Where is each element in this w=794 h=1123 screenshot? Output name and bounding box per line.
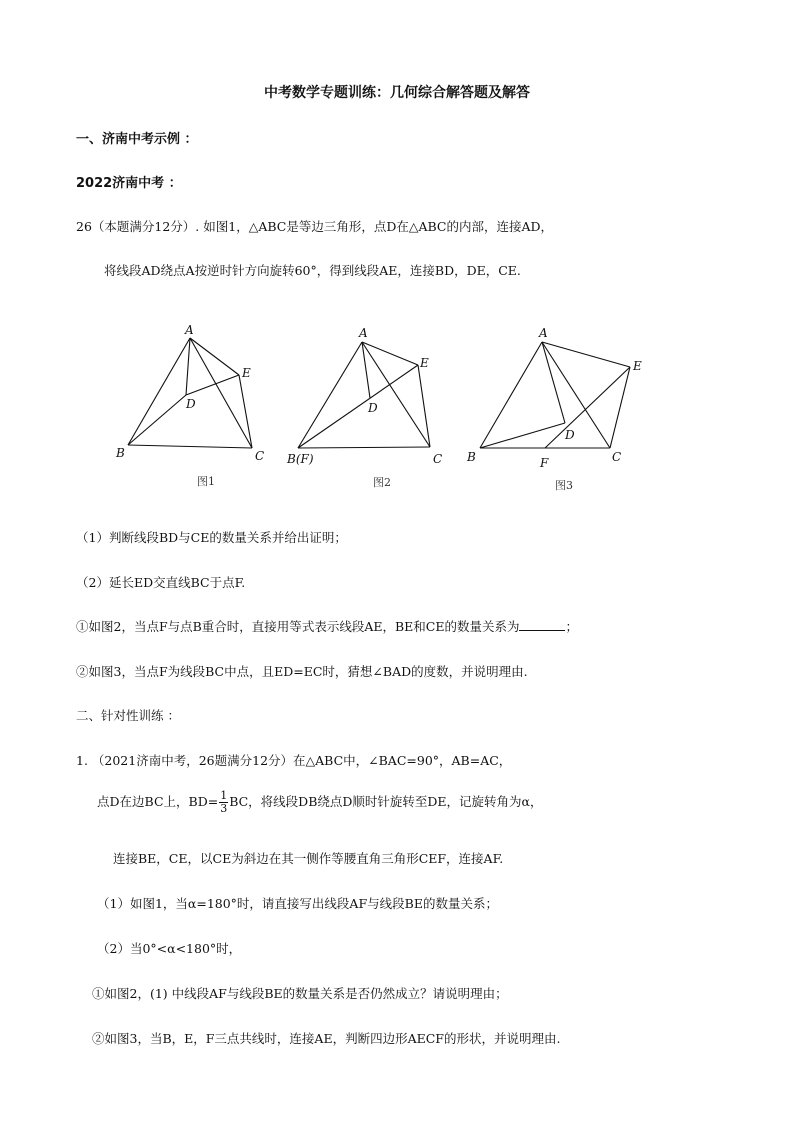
- fig1-label-b: B: [116, 446, 125, 460]
- fig1-label-c: C: [255, 449, 265, 463]
- fig3-label-b: B: [467, 450, 476, 464]
- fraction-numerator: 1: [220, 789, 228, 802]
- fig2-caption: 图2: [373, 476, 391, 489]
- q1-line2a: 点D在边BC上，BD=: [97, 794, 219, 809]
- q26-sub2: ②如图3，当点F为线段BC中点，且ED=EC时，猜想∠BAD的度数，并说明理由.: [76, 664, 528, 679]
- fraction-denominator: 3: [220, 802, 228, 815]
- figures-group: [100, 320, 660, 500]
- q1-part1: （1）如图1，当α=180°时，请直接写出线段AF与线段BE的数量关系；: [97, 896, 498, 911]
- q1-sub1: ①如图2，(1) 中线段AF与线段BE的数量关系是否仍然成立？请说明理由；: [92, 986, 508, 1001]
- fraction-one-third: [219, 790, 228, 815]
- figure-3: [466, 326, 642, 492]
- fig3-label-f: F: [540, 456, 549, 470]
- q26-line2: 将线段AD绕点A按逆时针方向旋转60°，得到线段AE，连接BD，DE，CE.: [104, 263, 521, 278]
- q1-line3: 连接BE，CE，以CE为斜边在其一侧作等腰直角三角形CEF，连接AF.: [113, 851, 504, 866]
- answer-blank[interactable]: [519, 618, 565, 631]
- fig1-label-e: E: [242, 366, 251, 380]
- fig1-caption: 图1: [197, 475, 215, 488]
- fig3-label-c: C: [612, 450, 622, 464]
- fig1-label-a: A: [185, 323, 194, 337]
- section-heading-practice: 二、针对性训练 ：: [76, 708, 180, 723]
- fig3-caption: 图3: [555, 479, 573, 492]
- q1-sub2: ②如图3，当B，E，F三点共线时，连接AE，判断四边形AECF的形状，并说明理由.: [92, 1031, 561, 1046]
- year-label: 2022济南中考 ：: [76, 176, 182, 191]
- q1-line1: 1. （2021济南中考，26题满分12分）在△ABC中，∠BAC=90°，AB=AC，: [76, 753, 512, 768]
- fig3-label-e: E: [633, 359, 642, 373]
- q26-part1: （1）判断线段BD与CE的数量关系并给出证明；: [76, 530, 347, 545]
- fig2-label-e: E: [420, 356, 429, 370]
- q1-part2: （2）当0°<α<180°时，: [97, 941, 242, 956]
- fig2-label-bf: B(F): [287, 452, 314, 466]
- q26-sub1-text: ①如图2，当点F与点B重合时，直接用等式表示线段AE，BE和CE的数量关系为: [76, 619, 520, 634]
- fig2-label-d: D: [368, 401, 378, 415]
- fig1-label-d: D: [186, 397, 196, 411]
- fig3-label-a: A: [539, 326, 548, 340]
- q26-sub1-end: ；: [565, 619, 578, 634]
- figure-2: [286, 326, 442, 489]
- q1-line2: [97, 790, 543, 815]
- q1-line2b: BC，将线段DB绕点D顺时针旋转至DE，记旋转角为α，: [229, 794, 543, 809]
- q26-line1: 26（本题满分12分）. 如图1，△ABC是等边三角形，点D在△ABC的内部，连接AD，: [76, 219, 554, 234]
- q26-part2: （2）延长ED交直线BC于点F.: [76, 575, 246, 590]
- page-title: 中考数学专题训练：几何综合解答题及解答: [264, 85, 530, 101]
- q26-sub1: [76, 617, 578, 635]
- fig3-label-d: D: [565, 428, 575, 442]
- fig2-label-c: C: [433, 452, 443, 466]
- fig2-label-a: A: [359, 326, 368, 340]
- section-heading-jinan-examples: 一、济南中考示例 ：: [76, 132, 198, 147]
- figure-1: [115, 323, 264, 488]
